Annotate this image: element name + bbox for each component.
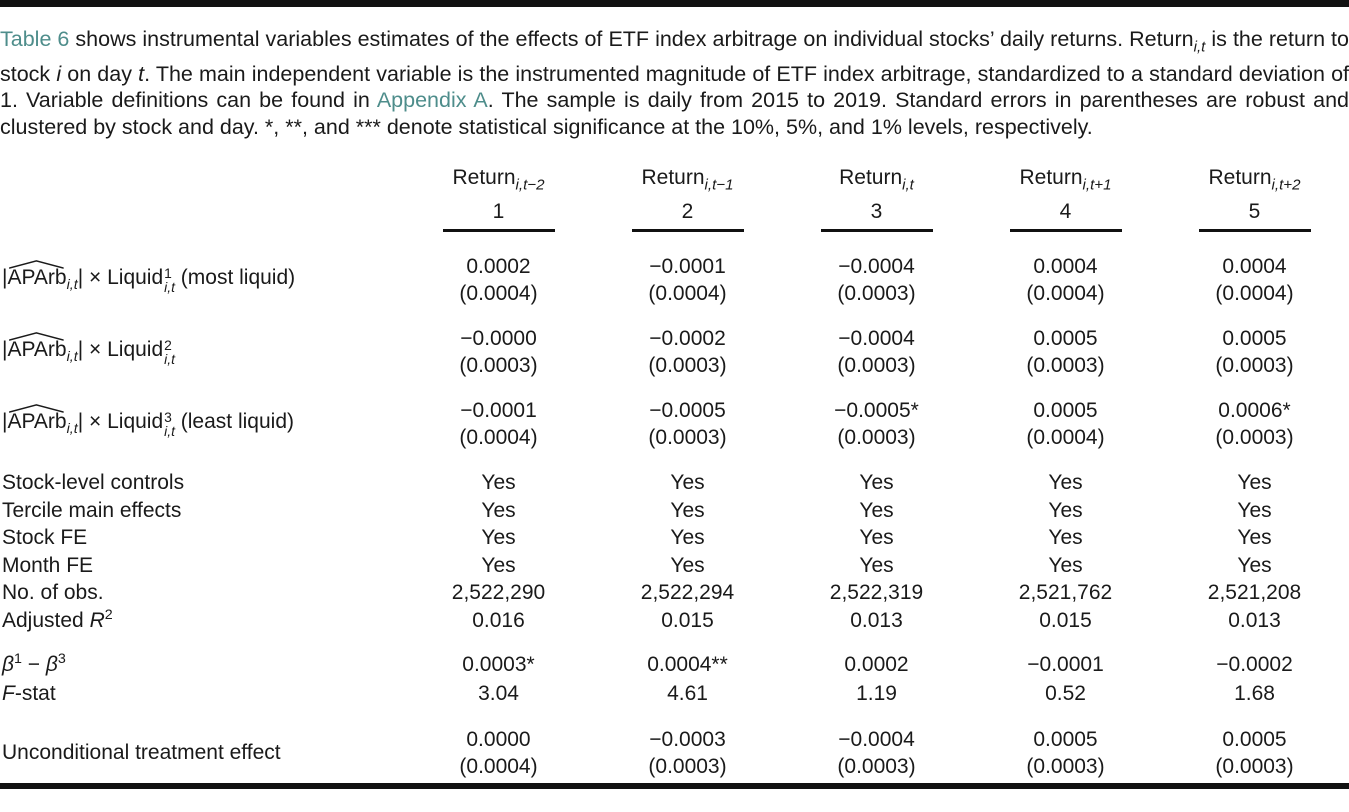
info-value-r3-c3: Yes xyxy=(859,526,894,550)
unconditional-effect-row xyxy=(0,708,1349,780)
standard-error-value: (0.0003) xyxy=(837,426,916,450)
info-row-3 xyxy=(0,524,1349,552)
widehat-accent-icon xyxy=(8,260,65,269)
info-value-r6-c4: 0.015 xyxy=(1039,608,1092,632)
table-caption xyxy=(0,26,1349,140)
unconditional-cell-1 xyxy=(404,708,593,780)
coef-cell-r3-c3 xyxy=(782,397,971,469)
col-header-subscript: i,t−1 xyxy=(704,176,734,194)
text-run: Unconditional treatment effect xyxy=(2,741,281,765)
widehat-accent-icon xyxy=(8,404,65,413)
info-row-label-5 xyxy=(0,579,404,607)
info-value-r3-c5: Yes xyxy=(1237,526,1272,550)
subscript: i,t xyxy=(164,422,175,439)
estimate-value: 0.0006* xyxy=(1218,399,1291,423)
standard-error-value: (0.0003) xyxy=(648,354,727,378)
text-run: Month FE xyxy=(2,553,94,577)
beta-diff-value-4: −0.0001 xyxy=(1027,653,1104,677)
info-value-r5-c5: 2,521,208 xyxy=(1207,581,1302,605)
standard-error-value: (0.0004) xyxy=(459,426,538,450)
coef-cell-r2-c3 xyxy=(782,325,971,397)
standard-error-value: (0.0004) xyxy=(1026,282,1105,306)
superscript-subscript-stack xyxy=(164,408,175,439)
math-italic: β xyxy=(2,653,14,677)
header-spacer-cell xyxy=(0,141,404,200)
text-run: on day xyxy=(61,61,139,86)
info-value-r2-c1: Yes xyxy=(481,498,516,522)
text-run: Adjusted xyxy=(2,608,90,632)
info-value-r2-c4: Yes xyxy=(1048,498,1083,522)
text-run: | xyxy=(2,266,8,290)
hat-base-text: APArb xyxy=(7,266,67,290)
coef-cell-r3-c5 xyxy=(1160,397,1349,469)
col-header-1 xyxy=(404,141,593,200)
hat-base-text: APArb xyxy=(7,410,67,434)
info-value-r4-c1: Yes xyxy=(481,553,516,577)
text-run: -stat xyxy=(14,682,56,706)
info-value-r3-c4: Yes xyxy=(1048,526,1083,550)
estimate-value: −0.0005 xyxy=(649,399,726,423)
col-number-underline: 5 xyxy=(1199,200,1311,232)
estimate-value: −0.0002 xyxy=(649,327,726,351)
info-value-r5-c2: 2,522,294 xyxy=(640,581,735,605)
info-row-1 xyxy=(0,469,1349,497)
standard-error-value: (0.0004) xyxy=(1026,426,1105,450)
text-run: | xyxy=(2,410,8,434)
math-italic: i xyxy=(56,61,62,86)
estimate-value: 0.0002 xyxy=(466,255,531,279)
col-header-base: Return xyxy=(1019,166,1083,190)
estimate-value: 0.0005 xyxy=(1033,399,1098,423)
standard-error-value: (0.0003) xyxy=(648,755,727,779)
text-run: No. of obs. xyxy=(2,581,104,605)
info-value-r6-c2: 0.015 xyxy=(661,608,714,632)
info-value-r4-c4: Yes xyxy=(1048,553,1083,577)
unconditional-cell-3 xyxy=(782,708,971,780)
estimate-value: −0.0004 xyxy=(838,255,915,279)
table-bottom-rule xyxy=(0,783,1349,789)
col-header-2 xyxy=(593,141,782,200)
estimate-value: 0.0000 xyxy=(466,728,531,752)
info-row-label-4 xyxy=(0,552,404,580)
standard-error-value: (0.0004) xyxy=(1215,282,1294,306)
math-italic: β xyxy=(45,653,58,677)
superscript: 3 xyxy=(164,408,172,425)
hat-base-text: APArb xyxy=(7,338,67,362)
info-value-r4-c3: Yes xyxy=(859,553,894,577)
appendix-a-ref[interactable]: Appendix A xyxy=(376,88,488,113)
subscript: i,t xyxy=(66,349,78,366)
standard-error-value: (0.0004) xyxy=(459,755,538,779)
text-run: | xyxy=(2,338,8,362)
widehat-accent-icon xyxy=(8,332,65,341)
info-value-r5-c4: 2,521,762 xyxy=(1018,581,1113,605)
text-run: | × Liquid xyxy=(77,410,164,434)
superscript-subscript-stack xyxy=(164,336,175,367)
coef-row-label-1 xyxy=(0,253,404,325)
estimate-value: 0.0005 xyxy=(1033,327,1098,351)
math-italic: F xyxy=(2,682,15,706)
text-run: Stock FE xyxy=(2,526,88,550)
superscript: 2 xyxy=(164,336,172,353)
beta-diff-label xyxy=(0,634,404,679)
info-value-r4-c5: Yes xyxy=(1237,553,1272,577)
estimate-value: 0.0005 xyxy=(1222,728,1287,752)
col-header-base: Return xyxy=(641,166,705,190)
col-number-underline: 3 xyxy=(821,200,933,232)
col-number-underline: 1 xyxy=(443,200,555,232)
number-spacer-cell xyxy=(0,200,404,253)
info-value-r1-c4: Yes xyxy=(1048,471,1083,495)
col-number-4 xyxy=(971,200,1160,253)
estimate-value: 0.0005 xyxy=(1222,327,1287,351)
info-value-r5-c1: 2,522,290 xyxy=(451,581,546,605)
standard-error-value: (0.0003) xyxy=(837,354,916,378)
info-value-r2-c2: Yes xyxy=(670,498,705,522)
info-value-r6-c5: 0.013 xyxy=(1228,608,1281,632)
superscript: 1 xyxy=(14,651,22,668)
f-stat-value-4: 0.52 xyxy=(1045,682,1086,706)
standard-error-value: (0.0004) xyxy=(648,282,727,306)
beta-diff-value-1: 0.0003* xyxy=(462,653,535,677)
info-row-4 xyxy=(0,552,1349,580)
estimate-value: −0.0001 xyxy=(649,255,726,279)
info-value-r6-c1: 0.016 xyxy=(472,608,525,632)
info-value-r1-c2: Yes xyxy=(670,471,705,495)
coef-cell-r1-c4 xyxy=(971,253,1160,325)
f-stat-value-5: 1.68 xyxy=(1234,682,1275,706)
info-row-label-2 xyxy=(0,497,404,525)
info-row-label-3 xyxy=(0,524,404,552)
coef-cell-r1-c3 xyxy=(782,253,971,325)
math-italic: R xyxy=(89,608,105,632)
estimate-value: −0.0004 xyxy=(838,728,915,752)
estimate-value: −0.0004 xyxy=(838,327,915,351)
coef-cell-r3-c2 xyxy=(593,397,782,469)
text-run: | × Liquid xyxy=(77,338,164,362)
col-header-base: Return xyxy=(1208,166,1272,190)
info-value-r4-c2: Yes xyxy=(670,553,705,577)
unconditional-effect-label xyxy=(0,708,404,780)
coef-cell-r2-c4 xyxy=(971,325,1160,397)
text-run: . The sample is daily from 2015 to 2019. Standard errors in parentheses are robust and clustered by stock and day. *, **, and *** denote statistical significance at the 10%, 5%, and 1% levels, respectively. xyxy=(0,88,1349,139)
superscript: 3 xyxy=(57,651,66,668)
column-header-row xyxy=(0,141,1349,200)
coef-row-label-3 xyxy=(0,397,404,469)
standard-error-value: (0.0003) xyxy=(837,755,916,779)
coef-row-3 xyxy=(0,397,1349,469)
f-stat-value-2: 4.61 xyxy=(667,682,708,706)
info-row-label-1 xyxy=(0,469,404,497)
col-header-base: Return xyxy=(839,166,903,190)
coef-row-1 xyxy=(0,253,1349,325)
info-value-r5-c3: 2,522,319 xyxy=(829,581,924,605)
regression-table xyxy=(0,141,1349,780)
beta-diff-value-3: 0.0002 xyxy=(844,653,909,677)
text-run: (least liquid) xyxy=(174,410,294,434)
coef-cell-r1-c2 xyxy=(593,253,782,325)
beta-diff-value-2: 0.0004** xyxy=(647,653,728,677)
coef-row-label-2 xyxy=(0,325,404,397)
coef-cell-r3-c4 xyxy=(971,397,1160,469)
estimate-value: 0.0004 xyxy=(1222,255,1287,279)
standard-error-value: (0.0003) xyxy=(1215,354,1294,378)
text-run: Tercile main effects xyxy=(2,498,182,522)
column-number-row xyxy=(0,200,1349,253)
superscript: 1 xyxy=(164,264,172,281)
text-run: Stock-level controls xyxy=(2,471,185,495)
widehat-term xyxy=(7,410,66,434)
text-run: (most liquid) xyxy=(174,266,296,290)
info-value-r2-c5: Yes xyxy=(1237,498,1272,522)
col-header-subscript: i,t−2 xyxy=(515,176,545,194)
col-header-3 xyxy=(782,141,971,200)
info-value-r1-c5: Yes xyxy=(1237,471,1272,495)
text-run: | × Liquid xyxy=(77,266,164,290)
subscript: i,t xyxy=(66,277,78,294)
info-row-5 xyxy=(0,579,1349,607)
f-stat-value-1: 3.04 xyxy=(478,682,519,706)
beta-diff-value-5: −0.0002 xyxy=(1216,653,1293,677)
coef-cell-r2-c2 xyxy=(593,325,782,397)
standard-error-value: (0.0003) xyxy=(1026,755,1105,779)
estimate-value: −0.0001 xyxy=(460,399,537,423)
info-value-r6-c3: 0.013 xyxy=(850,608,903,632)
coef-cell-r2-c5 xyxy=(1160,325,1349,397)
beta-diff-row xyxy=(0,634,1349,679)
coef-cell-r2-c1 xyxy=(404,325,593,397)
math-italic: t xyxy=(138,61,145,86)
standard-error-value: (0.0003) xyxy=(459,354,538,378)
subscript: i,t xyxy=(164,278,175,295)
col-header-subscript: i,t xyxy=(902,176,914,194)
info-value-r2-c3: Yes xyxy=(859,498,894,522)
info-value-r1-c1: Yes xyxy=(481,471,516,495)
text-run: shows instrumental variables estimates of the effects of ETF index arbitrage on individual stocks’ daily returns. Return xyxy=(69,27,1194,51)
unconditional-cell-5 xyxy=(1160,708,1349,780)
info-row-2 xyxy=(0,497,1349,525)
col-number-underline: 4 xyxy=(1010,200,1122,232)
coef-cell-r3-c1 xyxy=(404,397,593,469)
table-6-ref[interactable]: Table 6 xyxy=(0,27,70,51)
standard-error-value: (0.0004) xyxy=(459,282,538,306)
subscript: i,t xyxy=(164,350,175,367)
f-stat-value-3: 1.19 xyxy=(856,682,897,706)
info-row-6 xyxy=(0,607,1349,635)
col-number-1 xyxy=(404,200,593,253)
col-number-underline: 2 xyxy=(632,200,744,232)
table-top-rule xyxy=(0,0,1349,7)
estimate-value: −0.0005* xyxy=(834,399,919,423)
info-value-r3-c1: Yes xyxy=(481,526,516,550)
estimate-value: −0.0000 xyxy=(460,327,537,351)
text-run: − xyxy=(21,653,46,677)
col-number-5 xyxy=(1160,200,1349,253)
estimate-value: 0.0005 xyxy=(1033,728,1098,752)
standard-error-value: (0.0003) xyxy=(1215,755,1294,779)
col-header-4 xyxy=(971,141,1160,200)
unconditional-cell-2 xyxy=(593,708,782,780)
widehat-term xyxy=(7,338,66,362)
coef-row-2 xyxy=(0,325,1349,397)
superscript-subscript-stack xyxy=(164,264,175,295)
coef-cell-r1-c5 xyxy=(1160,253,1349,325)
standard-error-value: (0.0003) xyxy=(837,282,916,306)
col-header-subscript: i,t+2 xyxy=(1271,176,1301,194)
col-header-5 xyxy=(1160,141,1349,200)
col-number-2 xyxy=(593,200,782,253)
coef-cell-r1-c1 xyxy=(404,253,593,325)
standard-error-value: (0.0003) xyxy=(1026,354,1105,378)
f-stat-row xyxy=(0,679,1349,708)
f-stat-label xyxy=(0,679,404,708)
standard-error-value: (0.0003) xyxy=(648,426,727,450)
col-header-base: Return xyxy=(452,166,516,190)
widehat-term xyxy=(7,266,66,290)
info-value-r1-c3: Yes xyxy=(859,471,894,495)
estimate-value: 0.0004 xyxy=(1033,255,1098,279)
subscript: i,t xyxy=(1193,38,1206,56)
unconditional-cell-4 xyxy=(971,708,1160,780)
standard-error-value: (0.0003) xyxy=(1215,426,1294,450)
col-number-3 xyxy=(782,200,971,253)
subscript: i,t xyxy=(66,421,78,438)
text-run: . The main independent variable is the instrumented magnitude of ETF index arbitrage, standardized to a standard deviation of 1. Variable definitions can be found in xyxy=(0,61,1349,113)
col-header-subscript: i,t+1 xyxy=(1082,176,1112,194)
superscript: 2 xyxy=(104,606,113,623)
info-row-label-6 xyxy=(0,607,404,635)
info-value-r3-c2: Yes xyxy=(670,526,705,550)
estimate-value: −0.0003 xyxy=(649,728,726,752)
text-run: is the return to stock xyxy=(0,27,1349,86)
